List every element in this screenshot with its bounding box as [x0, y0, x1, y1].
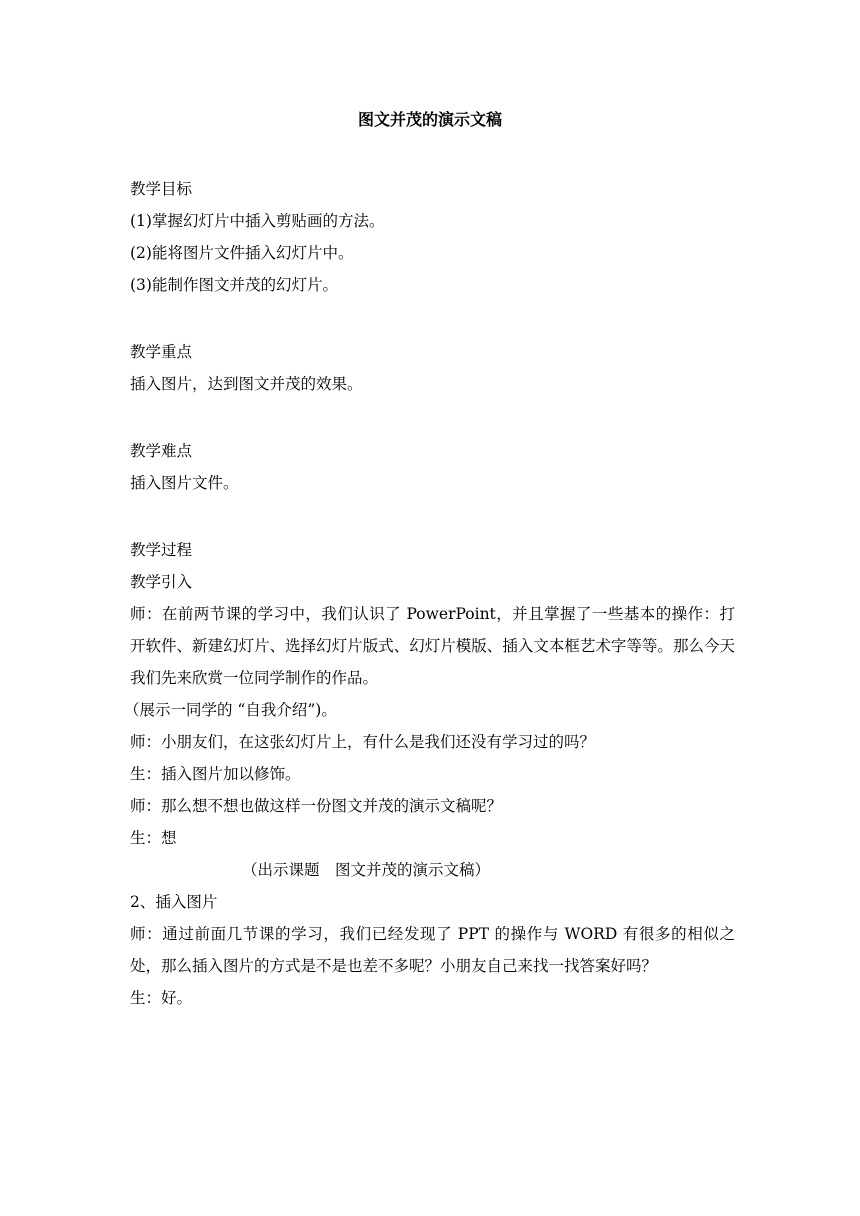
paragraph-gap [130, 499, 735, 534]
key-point-text: 插入图片，达到图文并茂的效果。 [130, 375, 363, 393]
objective-item: (3)能制作图文并茂的幻灯片。 [130, 276, 338, 294]
document-body [124, 173, 735, 1014]
document-title: 图文并茂的演示文稿 [357, 110, 502, 129]
process-heading: 教学过程 [130, 541, 193, 559]
show-note: （展示一同学的 “自我介绍”)。 [124, 701, 337, 719]
difficulty-heading: 教学难点 [130, 442, 193, 460]
dialog-line: 生：插入图片加以修饰。 [130, 765, 301, 783]
dialog-line: 生：想 [130, 829, 177, 847]
intro-paragraph: 师：在前两节课的学习中，我们认识了 PowerPoint，并且掌握了一些基本的操作：打开软件、新建幻灯片、选择幻灯片版式、幻灯片模版、插入文本框艺术字等等。那么今天我们先来欣赏一位同学制作的作品。 [130, 605, 735, 687]
objective-item: (2)能将图片文件插入幻灯片中。 [130, 244, 354, 262]
objectives-heading: 教学目标 [130, 180, 193, 198]
dialog-line: 师：小朋友们，在这张幻灯片上，有什么是我们还没有学习过的吗？ [130, 733, 596, 751]
objective-item: (1)掌握幻灯片中插入剪贴画的方法。 [130, 212, 385, 230]
step2-heading: 2、插入图片 [130, 893, 218, 911]
dialog-line: 师：那么想不想也做这样一份图文并茂的演示文稿呢？ [130, 797, 503, 815]
intro-heading: 教学引入 [130, 573, 193, 591]
key-point-heading: 教学重点 [130, 343, 193, 361]
paragraph-gap [130, 400, 735, 435]
difficulty-text: 插入图片文件。 [130, 474, 239, 492]
topic-note: （出示课题 图文并茂的演示文稿） [242, 861, 491, 879]
step2-reply: 生：好。 [130, 989, 193, 1007]
paragraph-gap [130, 301, 735, 336]
step2-paragraph: 师：通过前面几节课的学习，我们已经发现了 PPT 的操作与 WORD 有很多的相似之处，那么插入图片的方式是不是也差不多呢？小朋友自己来找一找答案好吗？ [130, 925, 735, 975]
